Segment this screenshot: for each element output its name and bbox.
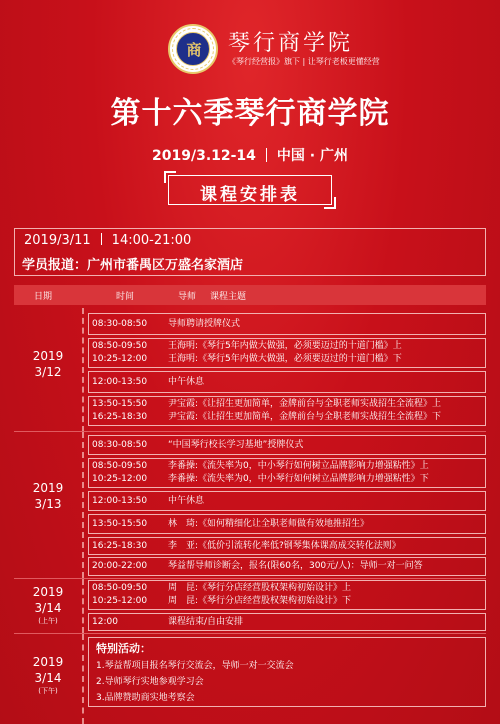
row-topic: 王海明:《琴行5年内做大做强，必须要迈过的十道门槛》上 <box>168 341 402 351</box>
row-topic: 尹宝霞:《让招生更加简单，金牌前台与全职老师实战招生全流程》下 <box>168 412 442 422</box>
event-location: 中国 · 广州 <box>276 148 348 164</box>
brand-name: 琴行商学院 <box>228 31 354 56</box>
row-time: 12:00 <box>92 617 118 627</box>
day-period-note: (上午) <box>38 617 58 625</box>
separator <box>266 148 267 162</box>
day-cell-3-14-afternoon <box>14 634 84 724</box>
row-topic: 周 昆:《琴行分店经营股权架构初始设计》上 <box>168 583 352 593</box>
row-topic: 李番操:《流失率为0，中小琴行如何树立品牌影响力增强粘性》下 <box>168 474 429 484</box>
column-time: 时间 <box>116 292 135 302</box>
day-cell-3-12 <box>14 308 84 432</box>
row-topic: 李 亚:《低价引流转化率低?钢琴集体课高成交转化法则》 <box>168 541 401 551</box>
seal-mark: 商 <box>186 41 202 59</box>
schedule-row <box>92 411 441 423</box>
registration-time: 14:00-21:00 <box>111 233 192 248</box>
column-date: 日期 <box>34 292 53 302</box>
event-date-range: 2019/3.12-14 <box>152 148 256 164</box>
row-time: 16:25-18:30 <box>92 412 148 422</box>
day-year: 2019 <box>32 585 64 599</box>
day-year: 2019 <box>32 349 64 363</box>
registration-address: 学员报道：广州市番禺区万盛名家酒店 <box>22 258 244 273</box>
schedule-row <box>92 616 243 628</box>
schedule-row <box>92 560 423 572</box>
day-cell-3-13 <box>14 432 84 578</box>
day-month-day: 3/14 <box>34 601 62 615</box>
schedule-row <box>92 318 240 330</box>
schedule-row <box>92 340 402 352</box>
row-topic: 王海明:《琴行5年内做大做强，必须要迈过的十道门槛》下 <box>168 354 402 364</box>
special-event-item: 1.琴益帮项目报名琴行交流会，导师一对一交流会 <box>96 661 294 671</box>
schedule-badge <box>168 175 332 205</box>
schedule-row <box>92 540 401 552</box>
day-cell-3-14-morning <box>14 579 84 633</box>
row-time: 16:25-18:30 <box>92 541 148 551</box>
schedule-row <box>92 460 429 472</box>
schedule-row <box>92 595 351 607</box>
row-time: 20:00-22:00 <box>92 561 148 571</box>
row-topic: 尹宝霞:《让招生更加简单，金牌前台与全职老师实战招生全流程》上 <box>168 399 442 409</box>
schedule-badge-label: 课程安排表 <box>200 185 300 205</box>
day-year: 2019 <box>32 655 64 669</box>
day-divider <box>14 578 486 579</box>
row-topic: 导师聘请授牌仪式 <box>168 319 241 329</box>
row-time: 12:00-13:50 <box>92 496 148 506</box>
day-month-day: 3/14 <box>34 671 62 685</box>
brand-slogan: 《琴行经营报》旗下 | 让琴行老板更懂经营 <box>228 57 380 66</box>
row-topic: 琴益帮导师诊断会，报名(限60名，300元/人)：导师一对一问答 <box>168 561 423 571</box>
day-month-day: 3/12 <box>34 365 62 379</box>
special-event-item: 3.品牌赞助商实地考察会 <box>96 693 195 703</box>
schedule-row <box>92 439 303 451</box>
special-events-title: 特别活动： <box>96 642 151 655</box>
day-period-note: (下午) <box>38 687 58 695</box>
day-divider <box>14 431 486 432</box>
row-topic: 周 昆:《琴行分店经营股权架构初始设计》下 <box>168 596 352 606</box>
schedule-row <box>92 398 441 410</box>
schedule-row <box>92 582 351 594</box>
column-topic: 课程主题 <box>210 292 247 302</box>
row-time: 13:50-15:50 <box>92 519 148 529</box>
schedule-row <box>92 495 204 507</box>
special-event-item: 2.导师琴行实地参观学习会 <box>96 677 204 687</box>
schedule-row <box>92 518 369 530</box>
registration-datetime <box>24 233 191 248</box>
schedule-row <box>92 473 429 485</box>
row-topic: 中午休息 <box>168 377 205 387</box>
row-topic: 中午休息 <box>168 496 205 506</box>
registration-date: 2019/3/11 <box>24 233 91 248</box>
row-topic: 课程结束/自由安排 <box>168 617 244 627</box>
seal-center <box>176 32 210 66</box>
column-teacher: 导师 <box>178 292 197 302</box>
day-month-day: 3/13 <box>34 497 62 511</box>
row-time: 08:30-08:50 <box>92 319 148 329</box>
row-topic: “中国琴行校长学习基地”授牌仪式 <box>168 440 304 450</box>
schedule-row <box>92 353 402 365</box>
event-date-location <box>0 145 500 165</box>
row-time: 10:25-12:00 <box>92 474 148 484</box>
brand-logo-seal <box>168 24 218 74</box>
row-time: 13:50-15:50 <box>92 399 148 409</box>
row-time: 08:30-08:50 <box>92 440 148 450</box>
page-title: 第十六季琴行商学院 <box>110 96 390 131</box>
row-topic: 李番操:《流失率为0，中小琴行如何树立品牌影响力增强粘性》上 <box>168 461 429 471</box>
schedule-row <box>92 376 204 388</box>
row-time: 12:00-13:50 <box>92 377 148 387</box>
row-time: 10:25-12:00 <box>92 596 148 606</box>
row-time: 08:50-09:50 <box>92 341 148 351</box>
row-time: 10:25-12:00 <box>92 354 148 364</box>
row-topic: 林 琦:《如何精细化让全职老师做有效地推招生》 <box>168 519 370 529</box>
row-time: 08:50-09:50 <box>92 583 148 593</box>
separator <box>101 233 102 245</box>
schedule-column-header <box>14 285 486 305</box>
day-divider <box>14 633 486 634</box>
day-year: 2019 <box>32 481 64 495</box>
row-time: 08:50-09:50 <box>92 461 148 471</box>
